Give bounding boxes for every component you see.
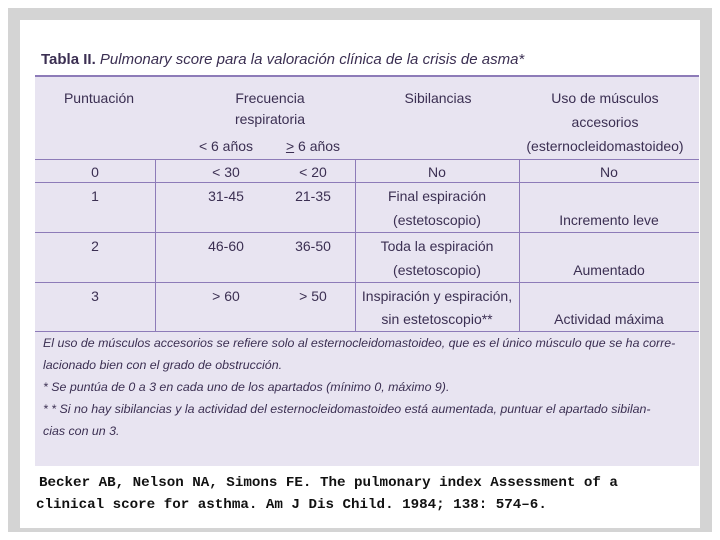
header-frecuencia-2: respiratoria: [234, 111, 306, 127]
rule-row-1: [35, 232, 699, 233]
header-musculos-3: (esternocleidomastoideo): [526, 138, 684, 154]
note-line-5: cias con un 3.: [43, 424, 120, 438]
header-musculos-1: Uso de músculos: [551, 90, 659, 106]
col-rule-1: [155, 159, 156, 331]
row-1-musculos: Incremento leve: [559, 212, 659, 228]
row-2-ge6: 36-50: [295, 238, 331, 254]
row-2-musculos: Aumentado: [573, 262, 645, 278]
row-3-lt6: > 60: [212, 288, 240, 304]
row-0-score: 0: [91, 164, 99, 180]
note-line-2: lacionado bien con el grado de obstrucción.: [43, 358, 283, 372]
row-1-ge6: 21-35: [295, 188, 331, 204]
row-0-sibilancias: No: [428, 164, 446, 180]
row-3-musculos: Actividad máxima: [554, 311, 664, 327]
note-line-4: * * Si no hay sibilancias y la actividad del esternocleidomastoideo está aumentada, puntuar el apartado sibilan-: [43, 402, 651, 416]
row-0-musculos: No: [600, 164, 618, 180]
reference-citation: [36, 472, 696, 516]
row-1-lt6: 31-45: [208, 188, 244, 204]
header-lt6: < 6 años: [198, 138, 254, 154]
note-line-3: * Se puntúa de 0 a 3 en cada uno de los apartados (mínimo 0, máximo 9).: [43, 380, 450, 394]
row-1-sibilancias-2: (estetoscopio): [393, 212, 481, 228]
citation-line-1: Becker AB, Nelson NA, Simons FE. The pulmonary index Assessment of a: [39, 475, 618, 491]
row-3-score: 3: [91, 288, 99, 304]
header-ge6-text: 6 años: [294, 138, 341, 154]
table-title-text: Pulmonary score para la valoración clínica de la crisis de asma*: [99, 51, 525, 68]
table-title: [35, 42, 699, 77]
note-line-1: El uso de músculos accesorios se refiere solo al esternocleidomastoideo, que es el único músculo que se ha corre-: [43, 336, 676, 350]
rule-row-2: [35, 282, 699, 283]
row-3-sibilancias-2: sin estetoscopio**: [381, 311, 493, 327]
pulmonary-score-table: [35, 42, 699, 466]
row-0-lt6: < 30: [212, 164, 240, 180]
row-2-sibilancias-2: (estetoscopio): [393, 262, 481, 278]
header-musculos-2: accesorios: [571, 114, 639, 130]
header-frecuencia-1: Frecuencia: [235, 90, 305, 106]
row-2-score: 2: [91, 238, 99, 254]
citation-line-2: clinical score for asthma. Am J Dis Child. 1984; 138: 574–6.: [36, 497, 547, 513]
row-1-score: 1: [91, 188, 99, 204]
header-ge6-symbol: >: [285, 138, 295, 154]
row-3-sibilancias-1: Inspiración y espiración,: [361, 288, 513, 304]
row-2-lt6: 46-60: [208, 238, 244, 254]
header-sibilancias: Sibilancias: [404, 90, 472, 106]
row-1-sibilancias-1: Final espiración: [387, 188, 487, 204]
row-3-ge6: > 50: [299, 288, 327, 304]
header-ge6: [271, 134, 355, 158]
table-notes: [43, 332, 693, 442]
row-2-sibilancias-1: Toda la espiración: [380, 238, 494, 254]
row-0-ge6: < 20: [299, 164, 327, 180]
header-puntuacion: Puntuación: [63, 90, 135, 106]
table-title-label: Tabla II.: [41, 51, 96, 68]
col-rule-3: [519, 159, 520, 331]
